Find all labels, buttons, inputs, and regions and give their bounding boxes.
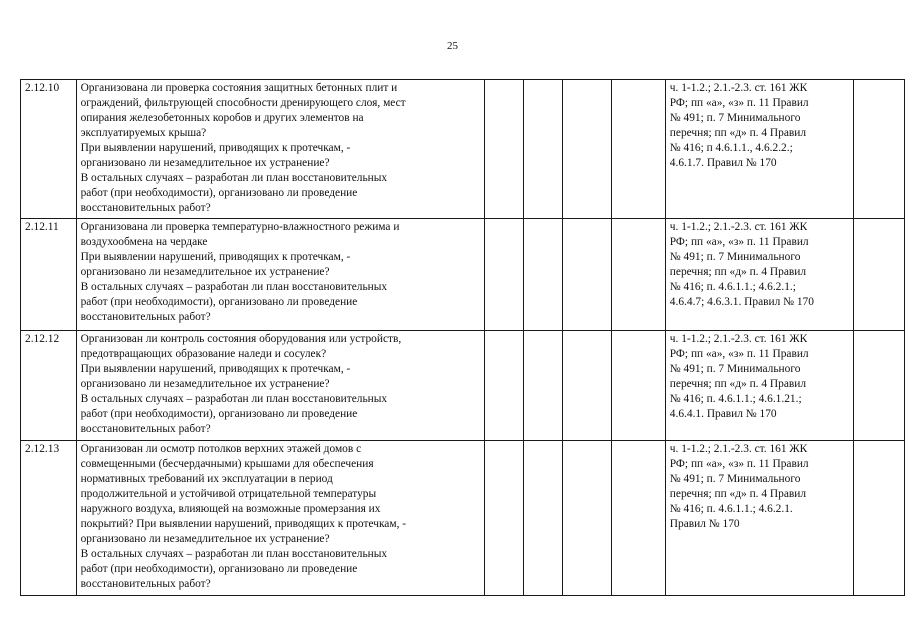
answer-cell-not-applicable: [562, 441, 612, 596]
legal-reference-text: ч. 1-1.2.; 2.1.-2.3. ст. 161 ЖК РФ; пп «а», «з» п. 11 Правил № 491; п. 7 Минимального перечня; пп «д» п. 4 Правил № 416; п 4.6.1.1., 4.6.2.2.; 4.6.1.7. Правил № 170: [665, 80, 854, 219]
question-text: Организована ли проверка состояния защитных бетонных плит и ограждений, фильтрующей способности дренирующего слоя, мест опирания железобетонных коробов и других элементов на эксплуатируемых крыша? При выявлении нарушений, приводящих к протечкам, - организовано ли незамедлительное их устранение? В остальных случаях – разработан ли план восстановительных работ (при необходимости), организовано ли проведение восстановительных работ?: [76, 80, 484, 219]
table-row: [21, 441, 905, 596]
table-row: [21, 219, 905, 331]
answer-cell-no: [523, 80, 562, 219]
answer-cell-no: [523, 441, 562, 596]
row-number: 2.12.11: [21, 219, 77, 331]
answer-cell-blank: [612, 80, 666, 219]
question-text: Организована ли проверка температурно-влажностного режима и воздухообмена на чердаке При выявлении нарушений, приводящих к протечкам, - организовано ли незамедлительное их устранение? В остальных случаях – разработан ли план восстановительных работ (при необходимости), организовано ли проведение восстановительных работ?: [76, 219, 484, 331]
answer-cell-blank: [612, 441, 666, 596]
answer-cell-blank: [612, 331, 666, 441]
answer-cell-blank: [612, 219, 666, 331]
notes-cell: [854, 219, 905, 331]
answer-cell-not-applicable: [562, 80, 612, 219]
legal-reference-text: ч. 1-1.2.; 2.1.-2.3. ст. 161 ЖК РФ; пп «а», «з» п. 11 Правил № 491; п. 7 Минимального перечня; пп «д» п. 4 Правил № 416; п. 4.6.1.1.; 4.6.1.21.; 4.6.4.1. Правил № 170: [665, 331, 854, 441]
row-number: 2.12.12: [21, 331, 77, 441]
notes-cell: [854, 441, 905, 596]
row-number: 2.12.10: [21, 80, 77, 219]
row-number: 2.12.13: [21, 441, 77, 596]
answer-cell-yes: [484, 219, 523, 331]
question-text: Организован ли осмотр потолков верхних этажей домов с совмещенными (бесчердачными) крышами для обеспечения нормативных требований их эксплуатации в период продолжительной и устойчивой отрицательной температуры наружного воздуха, влияющей на возможные промерзания их покрытий? При выявлении нарушений, приводящих к протечкам, - организовано ли незамедлительное их устранение? В остальных случаях – разработан ли план восстановительных работ (при необходимости), организовано ли проведение восстановительных работ?: [76, 441, 484, 596]
answer-cell-no: [523, 219, 562, 331]
legal-reference-text: ч. 1-1.2.; 2.1.-2.3. ст. 161 ЖК РФ; пп «а», «з» п. 11 Правил № 491; п. 7 Минимального перечня; пп «д» п. 4 Правил № 416; п. 4.6.1.1.; 4.6.2.1.; 4.6.4.7; 4.6.3.1. Правил № 170: [665, 219, 854, 331]
question-text: Организован ли контроль состояния оборудования или устройств, предотвращающих образование наледи и сосулек? При выявлении нарушений, приводящих к протечкам, - организовано ли незамедлительное их устранение? В остальных случаях – разработан ли план восстановительных работ (при необходимости), организовано ли проведение восстановительных работ?: [76, 331, 484, 441]
table-row: [21, 80, 905, 219]
answer-cell-yes: [484, 441, 523, 596]
answer-cell-yes: [484, 331, 523, 441]
checklist-table: [20, 79, 905, 596]
table-row: [21, 331, 905, 441]
answer-cell-not-applicable: [562, 331, 612, 441]
answer-cell-not-applicable: [562, 219, 612, 331]
answer-cell-yes: [484, 80, 523, 219]
legal-reference-text: ч. 1-1.2.; 2.1.-2.3. ст. 161 ЖК РФ; пп «а», «з» п. 11 Правил № 491; п. 7 Минимального перечня; пп «д» п. 4 Правил № 416; п. 4.6.1.1.; 4.6.2.1. Правил № 170: [665, 441, 854, 596]
notes-cell: [854, 80, 905, 219]
notes-cell: [854, 331, 905, 441]
page-number: 25: [447, 40, 458, 52]
answer-cell-no: [523, 331, 562, 441]
